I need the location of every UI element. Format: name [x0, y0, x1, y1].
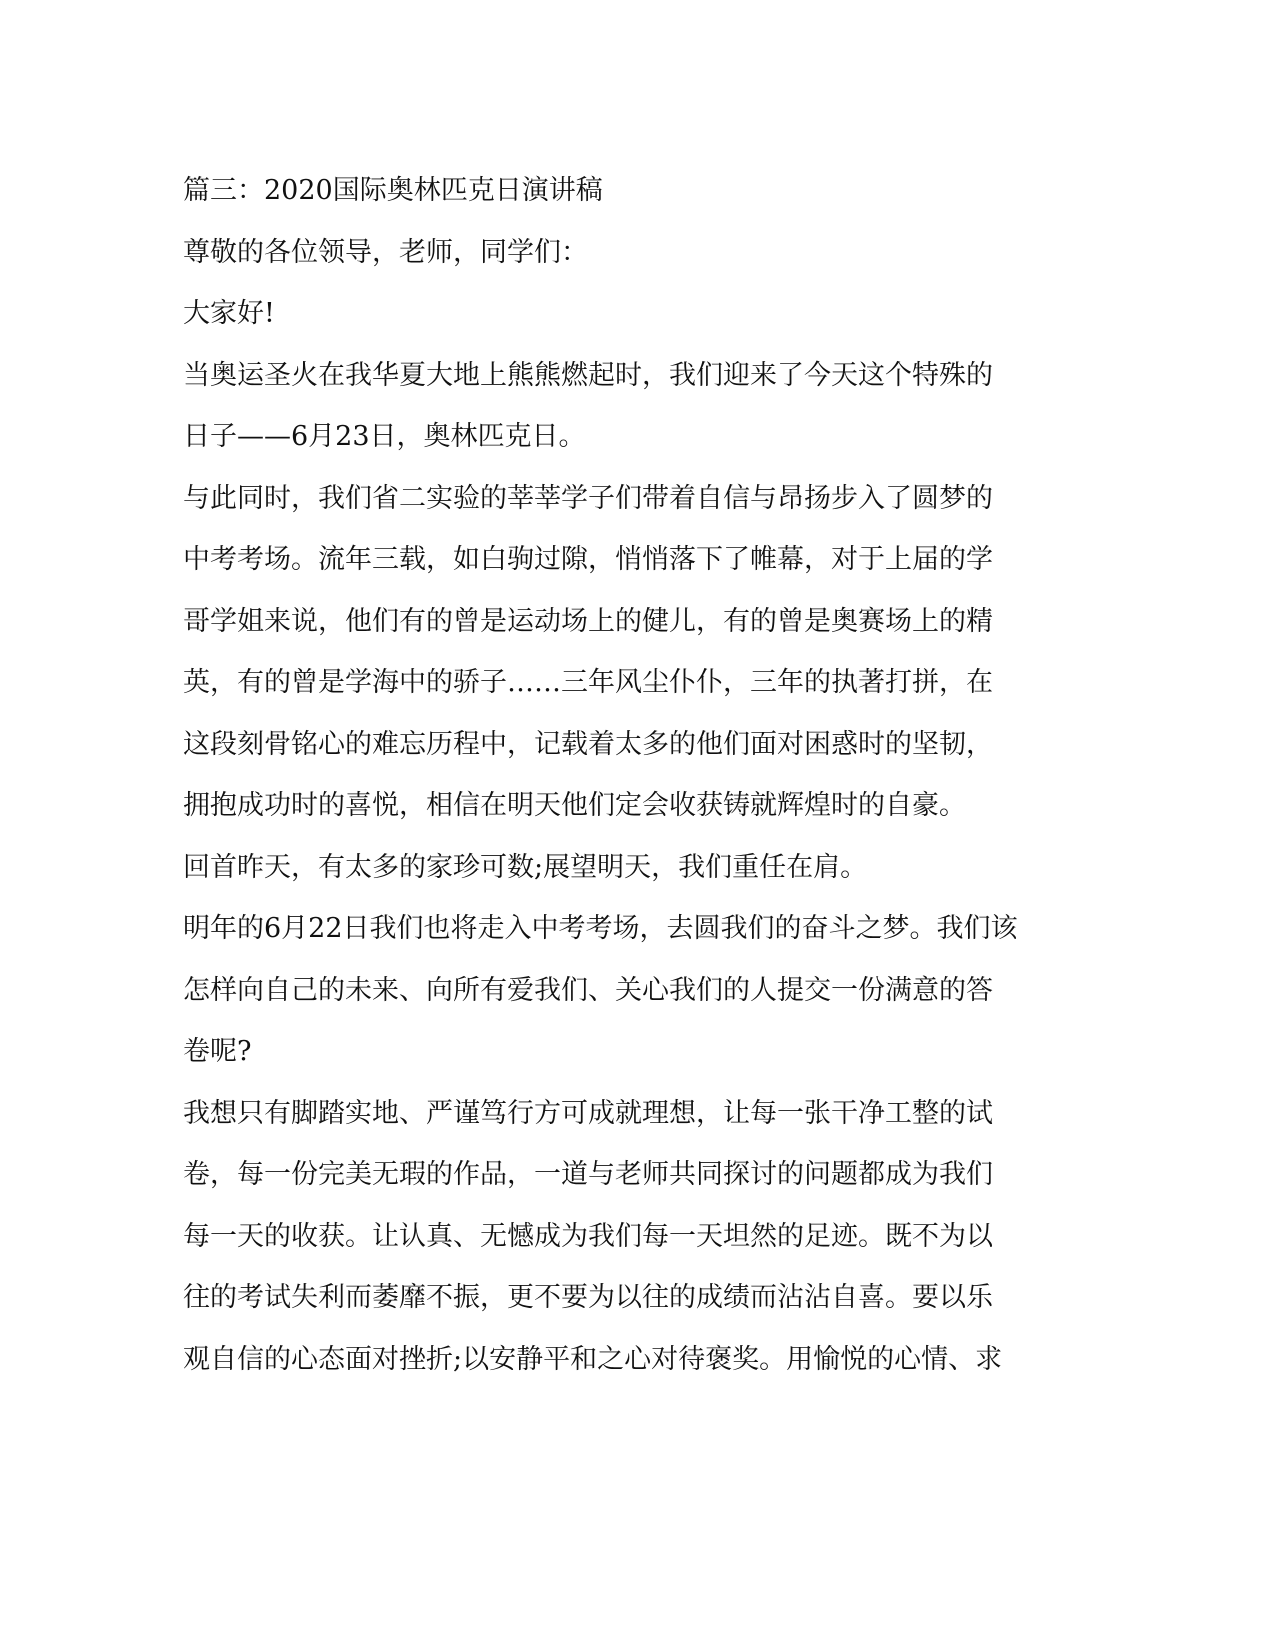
- text-line: 与此同时，我们省二实验的莘莘学子们带着自信与昂扬步入了圆梦的: [183, 482, 993, 514]
- salutation: 尊敬的各位领导，老师，同学们：: [183, 236, 588, 268]
- text-line: 中考考场。流年三载，如白驹过隙，悄悄落下了帷幕，对于上届的学: [183, 544, 993, 575]
- speech-text-body: [183, 160, 1063, 1390]
- text-line: 每一天的收获。让认真、无憾成为我们每一天坦然的足迹。既不为以: [183, 1220, 993, 1252]
- text-line: 卷，每一份完美无瑕的作品，一道与老师共同探讨的问题都成为我们: [183, 1159, 993, 1190]
- greeting: 大家好!: [183, 298, 275, 329]
- text-line: 当奥运圣火在我华夏大地上熊熊燃起时，我们迎来了今天这个特殊的: [183, 359, 993, 391]
- text-line: 明年的6月22日我们也将走入中考考场，去圆我们的奋斗之梦。我们该: [183, 913, 1018, 944]
- text-line: 日子——6月23日，奥林匹克日。: [183, 421, 586, 452]
- text-line: 往的考试失利而萎靡不振，更不要为以往的成绩而沾沾自喜。要以乐: [183, 1282, 993, 1313]
- document-title: 篇三：2020国际奥林匹克日演讲稿: [183, 175, 603, 206]
- text-line: 哥学姐来说，他们有的曾是运动场上的健儿，有的曾是奥赛场上的精: [183, 605, 993, 637]
- text-line: 英，有的曾是学海中的骄子……三年风尘仆仆，三年的执著打拼，在: [183, 667, 993, 698]
- text-line: 回首昨天，有太多的家珍可数;展望明天，我们重任在肩。: [183, 851, 868, 883]
- text-line: 我想只有脚踏实地、严谨笃行方可成就理想，让每一张干净工整的试: [183, 1097, 993, 1129]
- text-line: 怎样向自己的未来、向所有爱我们、关心我们的人提交一份满意的答: [183, 974, 993, 1006]
- text-line: 观自信的心态面对挫折;以安静平和之心对待褒奖。用愉悦的心情、求: [183, 1343, 1003, 1375]
- text-line: 这段刻骨铭心的难忘历程中，记载着太多的他们面对困惑时的坚韧，: [183, 728, 993, 760]
- text-line: 拥抱成功时的喜悦，相信在明天他们定会收获铸就辉煌时的自豪。: [183, 790, 966, 821]
- text-line: 卷呢?: [183, 1036, 252, 1067]
